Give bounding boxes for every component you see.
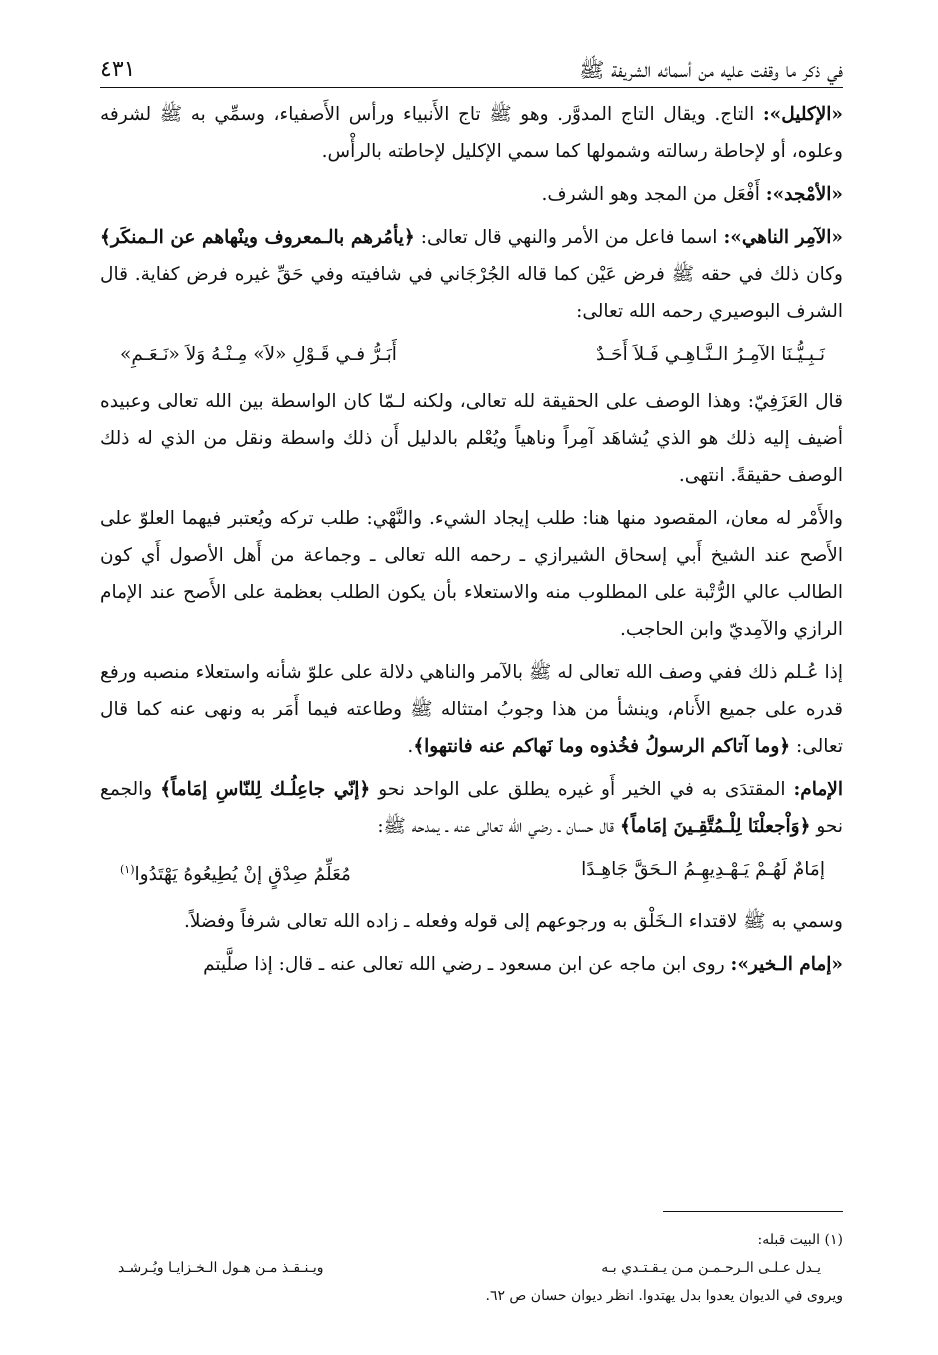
footnote-verse-first: يـدل عـلـى الـرحـمـن مـن يـقـتـدي بـه [601,1260,821,1276]
running-header [100,48,843,88]
paragraph-azafi [100,383,843,494]
paragraph-iklil [100,96,843,170]
paragraph-text: وكان ذلك في حقه ﷺ فرض عَيْن كما قاله الجُرْجَاني في شافيته وفي حَقِّ غيره فرض كفاية. قال الشرف البوصيري رحمه الله تعالى: [100,264,843,322]
term-amir-nahi: «الآمِر الناهي»: [723,227,843,248]
body-text [100,96,843,983]
footnote-verse-second: ويـنـقـذ مـن هـول الـخـزايـا ويُـرشـد [118,1260,324,1276]
paragraph-text: والأَمْر له معان، المقصود منها هنا: طلب إيجاد الشيء. والنَّهْي: طلب تركه ويُعتبر فيهما العلوّ على الأَصح عند الشيخ أَبي إسحاق الشيرازي ـ رحمه الله تعالى ـ وجماعة من أَهل الأصول أَي كون الطالب عالي الرُّتْبة على المطلوب منه والاستعلاء بأن يكون الطلب بعظمة على الأَصح عند الإمام الرازي والآمِديّ وابن الحاجب. [100,508,843,640]
paragraph-text: التاج. ويقال التاج المدوَّر. وهو ﷺ تاج الأَنبياء ورأس الأَصفياء، وسمِّي به ﷺ لشرفه وعلوه، أو لإحاطة رسالته وشمولها كما سمي الإكليل لإحاطته بالرأْس. [100,104,843,162]
paragraph-imam-khayr [100,946,843,983]
verse-second-hemistich: أَبَـرُّ فـي قَـوْلِ «لاَ» مِـنْـهُ وَلاَ «نَـعَـمِ» [120,344,397,365]
verse-text: مُعَلِّمُ صِدْقٍ إنْ يُطِيعُوهُ يَهْتَدُوا [134,864,351,886]
verse-first-hemistich: نَـبِـيُّـنَا الآمِـرُ الـنَّـاهِـي فَـلاَ أَحَـدٌ [596,344,825,365]
paragraph-imam-naming [100,903,843,940]
paragraph-obedience [100,654,843,765]
paragraph-text: والجمع نحو [100,779,843,837]
footnote-line: ويروى في الديوان يعدوا بدل يهتدوا. انظر ديوان حسان ص ٦٢. [485,1288,843,1304]
paragraph-text: إذا عُـلم ذلك ففي وصف الله تعالى له ﷺ بالآمر والناهي دلالة على علوّ شأنه واستعلاء منصبه ورفع قدره على جميع الأَنام، وينشأ من هذا وجوبُ امتثاله ﷺ وطاعته فيما أَمَر به ونهى عنه كما قال تعالى: [100,662,843,757]
term-amjad: «الأمْجد»: [765,184,843,205]
quran-quote: ﴿وَاْجعلْنَا لِلْـمُتَّقِـينَ إمَاماً﴾ [619,816,811,837]
quran-quote: ﴿وما آتاكم الرسولُ فخُذوه وما نَهاكم عنه فانتهوا﴾ [413,736,791,757]
poem-verse-hassan [120,851,825,893]
footnote-reference: (١) [120,863,135,876]
paragraph-text: قال حسان ـ رضي الله تعالى عنه ـ يمدحه ﷺ: [377,816,620,837]
footnote-verse [118,1254,821,1282]
running-title: في ذكر ما وقفت عليه من أسمائه الشريفة ﷺ [579,58,843,82]
footnote-separator [663,1211,843,1212]
paragraph-amir-nahi [100,219,843,330]
document-page [100,48,843,1335]
paragraph-text: أَفْعَل من المجد وهو الشرف. [541,184,766,205]
paragraph-imam [100,771,843,845]
term-imam-khayr: «إمام الـخير»: [730,954,843,976]
page-number: ٤٣١ [100,57,136,82]
paragraph-amjad [100,176,843,213]
paragraph-text: المقتدَى به في الخير أَو غيره يطلق على الواحد نحو [370,779,794,800]
verse-first-hemistich: إمَامٌ لَهُـمْ يَـهْـدِيهِـمُ الـحَقَّ جَاهِـدًا [581,859,825,880]
term-iklil: «الإكليل»: [762,104,843,125]
paragraph-text: وسمي به ﷺ لاقتداء الـخَلْق به ورجوعهم إلى قوله وفعله ـ زاده الله تعالى شرفاً وفضلاً. [183,911,843,933]
quran-quote: ﴿يأمُرهم بالـمعروف وينْهاهم عن الـمنكَر﴾ [100,227,415,248]
footnote-line: (١) البيت قبله: [757,1232,843,1248]
paragraph-text: روى ابن ماجه عن ابن مسعود ـ رضي الله تعالى عنه ـ قال: إذا صلَّيتم [203,954,731,976]
footnotes [100,1226,843,1310]
paragraph-text: اسما فاعل من الأمر والنهي قال تعالى: [414,227,724,248]
paragraph-amr-meanings [100,500,843,648]
paragraph-text: قال العَزَفِيّ: وهذا الوصف على الحقيقة لله تعالى، ولكنه لـمّا كان الواسطة بين الله تعالى وعبيده أضيف إليه ذلك هو الذي يُشاهَد آمِراً وناهياً ويُعْلم بالدليل أَن ذلك واسطة ونقل من الذي له ذلك الوصف حقيقةً. انتهى. [100,391,843,486]
term-imam: الإمام: [793,779,843,800]
poem-verse-busiri [120,336,825,373]
paragraph-text: . [407,736,414,757]
quran-quote: ﴿إنّي جاعِلُـك لِلنّاسِ إمَاماً﴾ [160,779,371,800]
verse-second-hemistich [120,851,351,893]
